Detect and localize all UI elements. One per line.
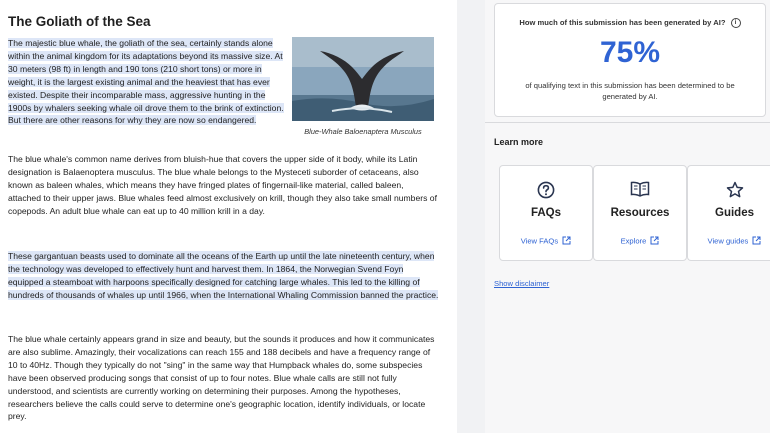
pane-divider [457,0,485,433]
show-disclaimer-link[interactable]: Show disclaimer [494,279,550,288]
ai-detection-card [494,3,766,117]
ai-percentage: 75% [599,36,661,69]
view-faqs-link[interactable]: View FAQs [500,236,592,247]
resources-title: Resources [610,207,670,219]
image-caption: Blue-Whale Baloenaptera Musculus [304,127,422,136]
open-book-icon [594,181,686,202]
ai-question: How much of this submission has been generated by AI? i [495,18,765,28]
resources-card[interactable] [593,165,687,261]
paragraph-1 [8,37,286,127]
whale-tail-image [292,37,434,121]
document-title: The Goliath of the Sea [8,14,151,29]
external-link-icon [752,236,761,247]
explore-link[interactable]: Explore [594,236,686,247]
faqs-title: FAQs [530,207,562,219]
view-guides-link[interactable]: View guides [688,236,770,247]
external-link-icon [650,236,659,247]
paragraph-2: The blue whale's common name derives from bluish-hue that covers the upper side of it body, while its Latin designation is Balaenoptera musculus. The blue whale belongs to the Mysteceti suborder of cetaceans, also known as baleen whales, which means they have fringed plates of fingernail-like material, called baleen, attached to their upper jaws. Blue whales feed almost exclusively on krill, though they also take small numbers of copepods. An adult blue whale can eat up to 40 million krill in a day. [8,154,437,216]
guides-title: Guides [715,207,754,219]
ai-description: of qualifying text in this submission has been determined to be generated by AI. [525,81,735,101]
faqs-card[interactable] [499,165,593,261]
paragraph-4: The blue whale certainly appears grand in size and beauty, but the sounds it produces and how it communicates are also sublime. Amazingly, their vocalizations can reach 155 and 188 decibels and have a frequency range of 10 to 40Hz. Though they typically do not "sing" in the same way that Humpback whales do, some subspecies have been observed producing songs that consist of up to four notes. Blue whale calls are still not fully understood, and scientists are currently working on determining their purposes. Among the hypotheses, researchers believe the calls could serve to determine one's geographic location, identify individuals, or locate prey. [8,334,435,422]
ai-highlight: The majestic blue whale, the goliath of the sea, certainly stands alone within the animal kingdom for its adaptations beyond its massive size. At 30 meters (98 ft) in length and 190 tons (210 short tons) or more in weight, it is the largest existing animal and the heaviest that has ever existed. Despite their incomparable mass, aggressive hunting in the 1900s by whalers seeking whale oil drove them to the brink of extinction. But there are other reasons for why they are now so endangered. [8,38,284,126]
question-circle-icon [500,181,592,204]
external-link-icon [562,236,571,247]
info-icon[interactable]: i [731,18,741,28]
learn-more-heading: Learn more [494,137,544,147]
paragraph-3 [8,250,440,302]
ai-highlight: These gargantuan beasts used to dominate all the oceans of the Earth up until the late nineteenth century, when the technology was developed to effectively hunt and harvest them. In 1864, the Norwegian Svend Foyn equipped a steamboat with harpoons specifically designed for catching large whales. This led to the killing of hundreds of thousands of whales up until 1966, when the International Whaling Commission banned the practice. [8,251,439,300]
guides-card[interactable] [687,165,770,261]
side-divider [485,122,770,123]
star-icon [688,181,770,204]
